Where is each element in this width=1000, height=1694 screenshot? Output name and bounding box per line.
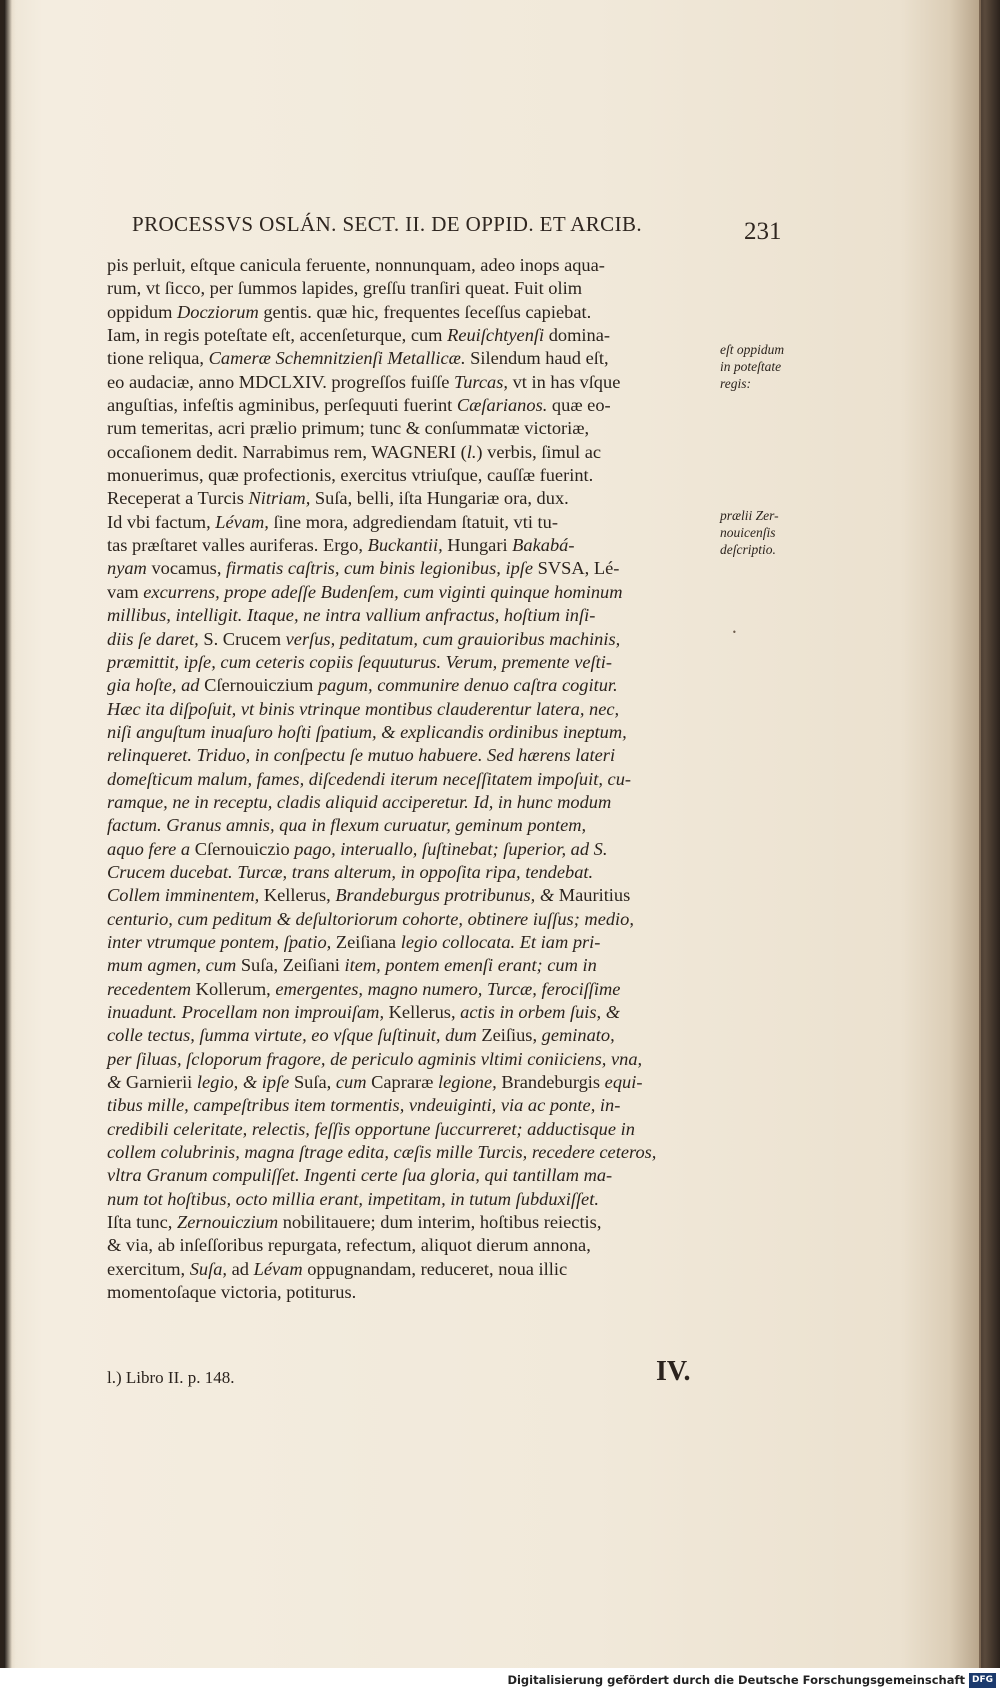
text-segment: Brandeburgus protribunus, &: [335, 885, 555, 906]
text-segment: tibus mille, campeſtribus item tormentis, vndeuiginti, via ac ponte, in-: [107, 1095, 621, 1116]
text-segment: inter vtrumque pontem, ſpatio,: [107, 931, 332, 952]
text-segment: Iſta tunc,: [107, 1212, 177, 1233]
text-line: [107, 628, 707, 651]
text-segment: mum agmen, cum: [107, 955, 237, 976]
text-line: [107, 744, 707, 767]
text-line: [107, 1094, 707, 1117]
text-segment: legio collocata. Et iam pri-: [400, 931, 601, 952]
text-segment: S. Crucem: [198, 628, 286, 649]
page-number: 231: [744, 218, 782, 245]
text-segment: &: [107, 1072, 122, 1093]
text-segment: gia hoſte, ad: [107, 675, 200, 696]
text-segment: inuadunt. Procellam non improuiſam,: [107, 1002, 385, 1022]
page-gutter-shadow: [4, 0, 12, 1668]
text-segment: momentoſaque victoria, potiturus.: [107, 1282, 357, 1303]
margin-note-line: regis:: [720, 376, 751, 391]
body-text: [107, 254, 707, 1304]
text-segment: relinqueret. Triduo, in conſpectu ſe mutuo habuere. Sed hærens lateri: [107, 745, 616, 766]
text-segment: Reuiſchtyenſi: [447, 325, 545, 346]
text-line: [107, 557, 707, 580]
text-segment: millibus, intelligit. Itaque, ne intra vallium anfractus, hoſtium inſi-: [107, 605, 596, 626]
text-segment: Cſernouiczio: [190, 838, 295, 859]
text-segment: vt in has vſque: [507, 371, 621, 392]
text-line: [107, 1141, 707, 1164]
text-line: [107, 1048, 707, 1071]
margin-note-line: in poteſtate: [720, 359, 782, 374]
text-segment: Crucem ducebat. Turcæ, trans alterum, in oppoſita ripa, tendebat.: [107, 861, 594, 882]
text-segment: Collem imminentem,: [107, 885, 260, 906]
stray-mark: •: [732, 628, 737, 637]
text-segment: firmatis caſtris, cum binis legionibus, ipſe: [226, 558, 534, 579]
margin-note-line: eſt oppidum: [720, 342, 785, 357]
text-segment: vam: [107, 581, 144, 602]
text-segment: eo audaciæ, anno MDCLXIV. progreſſos fuiſſe: [107, 371, 454, 392]
text-segment: Mauritius: [554, 885, 631, 906]
text-segment: tas præſtaret valles auriferas. Ergo,: [107, 535, 368, 556]
text-line: [107, 441, 707, 464]
text-segment: oppugnandam, reduceret, noua illic: [302, 1258, 568, 1279]
text-line: [107, 1281, 707, 1304]
text-segment: domina-: [544, 325, 611, 346]
text-line: [107, 1071, 707, 1094]
text-segment: l.: [466, 441, 477, 462]
margin-note-line: nouicenſis: [720, 525, 776, 540]
text-segment: niſi anguſtum inuaſuro hoſti ſpatium, & explicandis ordinibus ineptum,: [107, 721, 627, 742]
text-segment: gentis. quæ hic, frequentes ſeceſſus capiebat.: [258, 301, 592, 322]
text-line: [107, 277, 707, 300]
text-segment: geminato,: [541, 1025, 615, 1046]
text-line: [107, 324, 707, 347]
text-segment: Kellerus,: [259, 885, 336, 906]
text-line: [107, 254, 707, 277]
text-segment: rum temeritas, acri prælio primum; tunc & conſummatæ victoriæ,: [107, 418, 590, 439]
digitization-credit: Digitalisierung gefördert durch die Deutsche Forschungsgemeinschaft: [507, 1673, 965, 1687]
text-line: [107, 721, 707, 744]
text-line: [107, 487, 707, 510]
text-line: [107, 651, 707, 674]
margin-note-line: prælii Zer-: [720, 508, 779, 523]
text-segment: & via, ab inſeſſoribus repurgata, refectum, aliquot dierum annona,: [107, 1235, 591, 1256]
text-segment: quæ eo-: [547, 395, 611, 416]
text-segment: collem colubrinis, magna ſtrage edita, cæſis mille Turcis, recedere ceteros,: [107, 1142, 657, 1163]
text-segment: excurrens, prope adeſſe Budenſem, cum viginti quinque hominum: [143, 581, 623, 602]
margin-note-oppidum: [720, 341, 784, 392]
text-segment: pago, interuallo, ſuſtinebat; ſuperior, ad S.: [294, 838, 608, 859]
catchword: IV.: [656, 1356, 691, 1387]
text-segment: aquo fere a: [107, 838, 191, 859]
text-line: [107, 511, 707, 534]
text-segment: ) verbis, ſimul ac: [476, 441, 602, 462]
text-segment: ſine mora, adgrediendam ſtatuit, vti tu-: [268, 511, 558, 532]
text-line: [107, 464, 707, 487]
text-line: [107, 1164, 707, 1187]
text-segment: diis ſe daret,: [107, 628, 199, 649]
footnote: l.) Libro II. p. 148.: [107, 1368, 235, 1387]
text-segment: colle tectus, ſumma virtute, eo vſque ſuſtinuit, dum: [107, 1025, 477, 1046]
text-segment: recedentem: [107, 978, 192, 999]
text-segment: cum: [335, 1072, 367, 1093]
text-line: [107, 698, 707, 721]
digitization-footer: [0, 1668, 1000, 1694]
text-line: [107, 978, 707, 1001]
text-segment: Hæc ita diſpoſuit, vt binis vtrinque montibus clauderentur latera, nec,: [107, 698, 620, 719]
text-segment: vltra Granum compuliſſet. Ingenti certe ſua gloria, qui tantillam ma-: [107, 1165, 613, 1186]
text-segment: Docziorum: [177, 301, 259, 322]
margin-note-proelium: [720, 507, 779, 558]
text-line: [107, 908, 707, 931]
text-segment: Cſernouiczium: [199, 675, 318, 696]
text-segment: Zeiſius,: [476, 1025, 542, 1046]
text-segment: Hungari: [442, 535, 513, 556]
text-segment: exercitum,: [107, 1258, 190, 1279]
text-line: [107, 301, 707, 324]
text-segment: per ſiluas, ſcloporum fragore, de periculo agminis vltimi coniiciens, vna,: [107, 1048, 643, 1069]
text-segment: Iam, in regis poteſtate eſt, accenſeturque, cum: [107, 325, 448, 346]
text-segment: item, pontem emenſi erant; cum in: [344, 955, 597, 976]
text-line: [107, 1188, 707, 1211]
text-segment: Receperat a Turcis: [107, 488, 249, 509]
text-segment: Turcas,: [453, 371, 508, 392]
text-line: [107, 1258, 707, 1281]
text-line: [107, 394, 707, 417]
text-line: [107, 1234, 707, 1257]
text-segment: nyam: [107, 558, 147, 579]
text-segment: Suſa, Zeiſiani: [236, 955, 345, 976]
text-segment: factum. Granus amnis, qua in flexum curuatur, geminum pontem,: [107, 815, 587, 836]
text-line: [107, 1118, 707, 1141]
text-segment: Zernouiczium: [176, 1212, 279, 1233]
text-segment: monuerimus, quæ profectionis, exercitus vtriuſque, cauſſæ fuerint.: [107, 465, 594, 486]
text-line: [107, 884, 707, 907]
text-segment: oppidum: [107, 301, 177, 322]
text-line: [107, 1211, 707, 1234]
text-segment: rum, vt ſicco, per ſummos lapides, greſſu tranſiri queat. Fuit olim: [107, 278, 583, 299]
text-line: [107, 931, 707, 954]
text-segment: Buckantii,: [367, 535, 443, 556]
text-segment: Suſa,: [289, 1072, 336, 1093]
text-segment: Brandeburgis: [496, 1072, 605, 1093]
text-segment: occaſionem dedit. Narrabimus rem, WAGNERI (: [107, 441, 467, 462]
running-title: PROCESSVS OSLÁN. SECT. II. DE OPPID. ET ARCIB.: [132, 212, 643, 236]
text-segment: Silendum haud eſt,: [465, 348, 609, 369]
text-line: [107, 371, 707, 394]
text-line: [107, 791, 707, 814]
text-line: [107, 1024, 707, 1047]
text-segment: Capraræ: [366, 1072, 438, 1093]
text-line: [107, 954, 707, 977]
text-line: [107, 674, 707, 697]
text-segment: Kollerum,: [191, 978, 276, 999]
text-segment: emergentes, magno numero, Turcæ, ferociſſime: [275, 978, 621, 999]
text-segment: pis perluit, eſtque canicula feruente, nonnunquam, adeo inops aqua-: [107, 255, 605, 275]
text-segment: Cameræ Schemnitzienſi Metallicæ.: [208, 348, 466, 369]
text-segment: Cæſarianos.: [456, 395, 548, 416]
text-segment: legione,: [437, 1072, 497, 1093]
text-line: [107, 838, 707, 861]
text-segment: domeſticum malum, fames, diſcedendi iterum neceſſitatem impoſuit, cu-: [107, 768, 632, 789]
text-segment: credibili celeritate, relectis, feſſis opportune ſuccurreret; adductisque in: [107, 1118, 635, 1139]
text-segment: Lévam,: [215, 511, 269, 532]
text-segment: SVSA, Lé-: [533, 558, 620, 579]
text-segment: nobilitauere; dum interim, hoſtibus reiectis,: [278, 1212, 602, 1233]
text-line: [107, 581, 707, 604]
text-line: [107, 534, 707, 557]
book-page: [4, 0, 981, 1668]
text-segment: Kellerus,: [384, 1002, 461, 1022]
text-segment: actis in orbem ſuis, &: [460, 1002, 621, 1022]
text-segment: ad: [227, 1258, 254, 1279]
text-segment: præmittit, ipſe, cum ceteris copiis ſequuturus. Verum, premente veſti-: [107, 651, 612, 672]
text-line: [107, 861, 707, 884]
text-segment: Bakabá-: [512, 535, 575, 556]
text-segment: legio, & ipſe: [196, 1072, 290, 1093]
text-line: [107, 417, 707, 440]
text-segment: verſus, peditatum, cum grauioribus machinis,: [285, 628, 621, 649]
text-segment: equi-: [604, 1072, 643, 1093]
text-line: [107, 768, 707, 791]
text-segment: Garnierii: [121, 1072, 197, 1093]
text-segment: Suſa, belli, iſta Hungariæ ora, dux.: [310, 488, 569, 509]
text-line: [107, 1001, 707, 1024]
text-segment: num tot hoſtibus, octo millia erant, impetitam, in tutum ſubduxiſſet.: [107, 1188, 599, 1209]
dfg-logo-icon: DFG: [969, 1673, 996, 1688]
text-segment: Suſa,: [189, 1258, 228, 1279]
text-segment: Id vbi factum,: [107, 511, 216, 532]
text-segment: tione reliqua,: [107, 348, 209, 369]
text-line: [107, 814, 707, 837]
text-segment: Zeiſiana: [331, 931, 401, 952]
text-line: [107, 347, 707, 370]
text-segment: centurio, cum peditum & deſultoriorum cohorte, obtinere iuſſus; medio,: [107, 908, 634, 929]
text-line: [107, 604, 707, 627]
text-segment: vocamus,: [146, 558, 227, 579]
text-segment: pagum, communire denuo caſtra cogitur.: [317, 675, 618, 696]
text-segment: ramque, ne in receptu, cladis aliquid acciperetur. Id, in hunc modum: [107, 791, 612, 812]
text-segment: Nitriam,: [248, 488, 311, 509]
text-segment: anguſtias, infeſtis agminibus, perſequuti fuerint: [107, 395, 457, 416]
text-segment: Lévam: [253, 1258, 303, 1279]
margin-note-line: deſcriptio.: [720, 542, 776, 557]
